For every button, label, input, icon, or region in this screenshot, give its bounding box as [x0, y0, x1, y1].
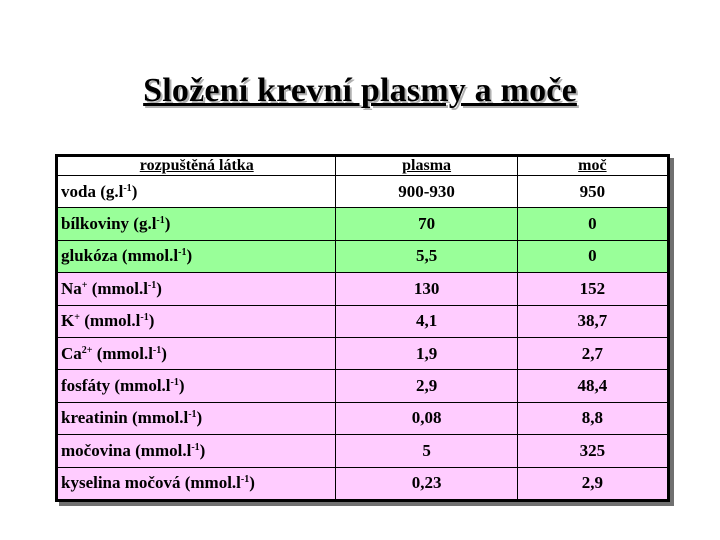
header-solute: rozpuštěná látka [58, 157, 336, 176]
solute-base: K [61, 311, 75, 331]
plasma-value: 70 [336, 208, 517, 240]
urine-value: 8,8 [517, 402, 667, 434]
solute-unit-text: bílkoviny (g.l [61, 214, 157, 234]
solute-name [58, 305, 336, 337]
solute-unit-text: kyselina močová (mmol.l [61, 473, 241, 493]
plasma-value: 130 [336, 273, 517, 305]
solute-name [58, 402, 336, 434]
solute-name [58, 176, 336, 208]
urine-value: 152 [517, 273, 667, 305]
solute-name [58, 370, 336, 402]
urine-value: 48,4 [517, 370, 667, 402]
urine-value: 38,7 [517, 305, 667, 337]
table-row [58, 273, 668, 305]
solute-unit-close: ) [164, 214, 171, 234]
plasma-value: 5 [336, 435, 517, 467]
solute-unit-exponent: -1 [170, 377, 179, 389]
solute-unit-close: ) [131, 181, 138, 201]
solute-unit-close: ) [199, 440, 206, 460]
solute-name [58, 273, 336, 305]
table-row [58, 240, 668, 272]
table-row [58, 337, 668, 369]
solute-unit-text: (mmol.l [92, 343, 153, 363]
table-row [58, 208, 668, 240]
composition-table-container [55, 154, 670, 502]
solute-unit-exponent: -1 [123, 182, 132, 194]
header-urine: moč [517, 157, 667, 176]
table-row [58, 435, 668, 467]
solute-charge: 2+ [81, 344, 93, 356]
plasma-value: 4,1 [336, 305, 517, 337]
solute-unit-close: ) [156, 278, 162, 298]
composition-table [57, 156, 668, 500]
urine-value: 2,9 [517, 467, 667, 499]
page-title: Složení krevní plasmy a moče [143, 72, 577, 109]
solute-name [58, 240, 336, 272]
solute-name [58, 208, 336, 240]
solute-charge: + [74, 312, 80, 324]
solute-name [58, 337, 336, 369]
solute-unit-exponent: -1 [188, 409, 197, 421]
solute-unit-exponent: -1 [152, 344, 162, 356]
urine-value: 325 [517, 435, 667, 467]
urine-value: 2,7 [517, 337, 667, 369]
table-body [58, 176, 668, 500]
urine-value: 0 [517, 240, 667, 272]
plasma-value: 5,5 [336, 240, 517, 272]
plasma-value: 1,9 [336, 337, 517, 369]
plasma-value: 2,9 [336, 370, 517, 402]
solute-name [58, 435, 336, 467]
solute-unit-close: ) [148, 311, 155, 331]
solute-unit-text: kreatinin (mmol.l [61, 408, 189, 428]
solute-unit-text: voda (g.l [61, 181, 124, 201]
table-row [58, 467, 668, 499]
solute-unit-text: (mmol.l [87, 278, 148, 298]
plasma-value: 0,23 [336, 467, 517, 499]
solute-unit-close: ) [161, 343, 167, 363]
solute-unit-text: močovina (mmol.l [61, 440, 192, 460]
urine-value: 950 [517, 176, 667, 208]
solute-base: Ca [61, 343, 82, 363]
solute-unit-close: ) [186, 246, 193, 266]
solute-unit-exponent: -1 [191, 441, 200, 453]
table-header-row [58, 157, 668, 176]
solute-base: Na [61, 278, 82, 298]
solute-unit-text: fosfáty (mmol.l [61, 376, 171, 396]
solute-name [58, 467, 336, 499]
solute-unit-text: glukóza (mmol.l [61, 246, 179, 266]
table-row [58, 305, 668, 337]
solute-unit-text: (mmol.l [79, 311, 141, 331]
plasma-value: 0,08 [336, 402, 517, 434]
solute-unit-close: ) [249, 473, 255, 493]
solute-unit-exponent: -1 [178, 247, 187, 259]
urine-value: 0 [517, 208, 667, 240]
solute-unit-exponent: -1 [147, 279, 157, 291]
table-row [58, 370, 668, 402]
solute-charge: + [81, 279, 88, 291]
solute-unit-close: ) [178, 376, 185, 396]
table-row [58, 176, 668, 208]
solute-unit-exponent: -1 [240, 474, 250, 486]
solute-unit-close: ) [196, 408, 203, 428]
solute-unit-exponent: -1 [140, 312, 149, 324]
table-row [58, 402, 668, 434]
solute-unit-exponent: -1 [156, 215, 165, 227]
plasma-value: 900-930 [336, 176, 517, 208]
header-plasma: plasma [336, 157, 517, 176]
